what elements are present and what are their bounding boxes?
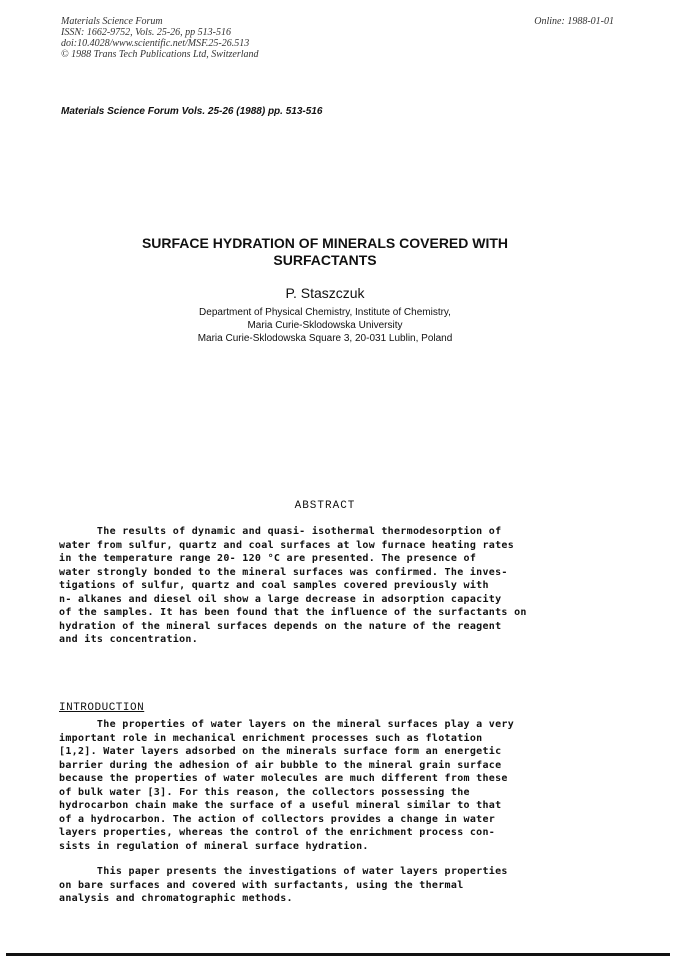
paragraph-line: on bare surfaces and covered with surfactants, using the thermal [59,879,464,891]
affiliation-line: Department of Physical Chemistry, Institute of Chemistry, [199,307,451,318]
paragraph-line: of bulk water [3]. For this reason, the collectors possessing the [59,786,470,798]
publication-metadata [61,16,259,60]
title-line: SURFACTANTS [273,252,377,268]
paragraph-line: sists in regulation of mineral surface hydration. [59,840,369,852]
affiliation-line: Maria Curie-Sklodowska University [247,320,403,331]
doi-line: doi:10.4028/www.scientific.net/MSF.25-26.513 [61,38,250,49]
abstract-body [59,525,599,647]
metadata-line: ISSN: 1662-9752, Vols. 25-26, pp 513-516 [61,27,231,38]
paragraph-line: This paper presents the investigations of water layers properties [59,866,508,877]
paragraph-line: of a hydrocarbon. The action of collectors provides a change in water [59,813,496,825]
paragraph-line: barrier during the adhesion of air bubble to the mineral grain surface [59,759,502,771]
abstract-line: in the temperature range 20- 120 °C are presented. The presence of [59,553,477,564]
abstract-line: water from sulfur, quartz and coal surfaces at low furnace heating rates [59,539,515,551]
abstract-line: tigations of sulfur, quartz and coal samples covered previously with [59,580,489,591]
paragraph-line: important role in mechanical enrichment processes such as flotation [59,732,483,744]
introduction-paragraph [59,865,599,906]
title-line: SURFACE HYDRATION OF MINERALS COVERED WITH [141,235,509,251]
abstract-heading: ABSTRACT [294,500,356,512]
introduction-heading: INTRODUCTION [59,702,145,714]
abstract-line: hydration of the mineral surfaces depends on the nature of the reagent [59,620,502,632]
page-bottom-rule [6,953,670,956]
abstract-line: The results of dynamic and quasi- isothermal thermodesorption of [59,526,502,537]
paper-title [60,235,590,269]
online-date: Online: 1988-01-01 [534,16,614,27]
paragraph-line: analysis and chromatographic methods. [59,893,293,904]
paragraph-line: hydrocarbon chain make the surface of a useful mineral similar to that [59,800,502,811]
author-name: P. Staszczuk [285,285,365,301]
copyright-line: © 1988 Trans Tech Publications Ltd, Switzerland [61,49,259,60]
paragraph-line: layers properties, whereas the control of the enrichment process con- [59,827,496,838]
abstract-line: of the samples. It has been found that the influence of the surfactants on [59,607,527,618]
abstract-line: and its concentration. [59,634,199,645]
journal-citation: Materials Science Forum Vols. 25-26 (1988) pp. 513-516 [61,106,323,117]
author-affiliation [60,306,590,345]
paragraph-line: The properties of water layers on the mineral surfaces play a very [59,719,515,730]
abstract-line: water strongly bonded to the mineral surfaces was confirmed. The inves- [59,566,508,578]
abstract-line: n- alkanes and diesel oil show a large decrease in adsorption capacity [59,593,502,605]
paragraph-line: because the properties of water molecules are much different from these [59,773,508,784]
metadata-line: Materials Science Forum [61,16,163,27]
affiliation-line: Maria Curie-Sklodowska Square 3, 20-031 Lublin, Poland [197,333,453,344]
introduction-paragraph [59,718,599,853]
paragraph-line: [1,2]. Water layers adsorbed on the minerals surface form an energetic [59,746,502,757]
